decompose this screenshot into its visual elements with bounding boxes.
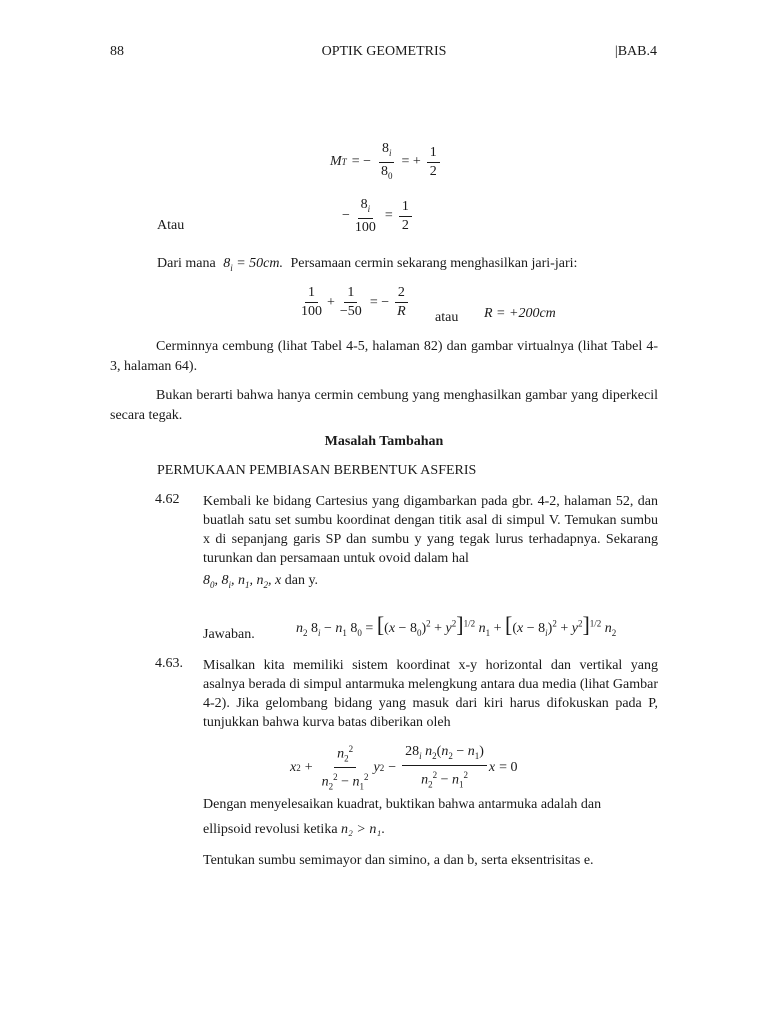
paragraph-bukan: Bukan berarti bahwa hanya cermin cembung yang menghasilkan gambar yang diperkecil secara tegak. xyxy=(110,388,658,423)
problem-text-463: Misalkan kita memiliki sistem koordinat x-y horizontal dan vertikal yang asalnya berada di simpul antarmuka melengkung antara dua media (lihat Gambar 4-2). Jika gelombang bidang yang masuk dari kiri harus difokuskan pada P, tunjukkan bahwa kurva batas diberikan oleh xyxy=(203,658,658,730)
fraction-si-so: $\frac{8_i}{8_0}$ xyxy=(378,140,396,185)
problem-463-para4: Tentukan sumbu semimayor dan simino, a dan b, serta eksentrisitas e. xyxy=(203,853,594,868)
paragraph-cembung: Cerminnya cembung (lihat Tabel 4-5, halaman 82) dan gambar virtualnya (lihat Tabel 4-3, halaman 64). xyxy=(110,339,658,374)
problem-463-para2: Dengan menyelesaikan kuadrat, buktikan bahwa antarmuka adalah dan xyxy=(203,797,602,812)
subsection-title: PERMUKAAN PEMBIASAN BERBENTUK ASFERIS xyxy=(157,463,477,478)
jawaban-label: Jawaban. xyxy=(203,627,255,642)
problem-463-para3: ellipsoid revolusi ketika n₂ > n₁. xyxy=(203,822,385,837)
r-value: R = +200cm xyxy=(484,306,556,321)
equation-si-100: − $\frac{8_i}{100}$ = $\frac{1}{2}$ xyxy=(342,196,414,237)
chapter-label: |BAB.4 xyxy=(614,44,657,59)
fraction-half: $\frac{1}{2}$ xyxy=(427,144,440,181)
equation-magnification: M T = − $\frac{8_i}{8_0}$ = + $\frac{1}{2}$ xyxy=(330,140,442,185)
section-title: Masalah Tambahan xyxy=(324,434,444,449)
atau-label: Atau xyxy=(157,218,185,233)
equation-boundary-curve: x 2 + $\frac{n_2^2}{n_2^2 - n_1^2}$ y 2 − $\frac{28_i n_2(n_2 - n_1)}{n_2^2 - n_1^2}$ x = 0 xyxy=(290,740,518,796)
atau-label-2: atau xyxy=(435,310,459,325)
problem-number-463: 4.63. xyxy=(155,656,183,671)
equation-mirror: $\frac{1}{100}$ + $\frac{1}{-50}$ = − $\frac{2}{R}$ xyxy=(296,284,411,321)
equation-ovoid: $n_2$ $8_i - n_1$ $8_0 = [(x - 8_0)^2 + y^2]^{1/2}$ $n_1 + [(x - 8_i)^2 + y^2]^{1/2}$ $n_2$ xyxy=(296,612,617,638)
problem-text-462: Kembali ke bidang Cartesius yang digambarkan pada gbr. 4-2, halaman 52, dan buatlah satu set sumbu koordinat dengan titik asal di simpul V. Temukan sumbu x di sepanjang garis SP dan sumbu y yang tegak lurus terhadapnya. Sekarang turunkan dan persamaan untuk ovoid dalam hal xyxy=(203,494,658,566)
page-number: 88 xyxy=(110,44,124,59)
dari-mana-line: Dari mana $8_i = 50cm$. Persamaan cermin sekarang menghasilkan jari-jari: xyxy=(157,256,578,273)
problem-number-462: 4.62 xyxy=(155,492,180,507)
si-value: $8_i = 50cm$. xyxy=(223,256,283,273)
problem-vars-462: $8_0$, $8_i$, $n_1$, $n_2$, x dan y. xyxy=(203,573,319,590)
running-title: OPTIK GEOMETRIS xyxy=(321,44,447,59)
